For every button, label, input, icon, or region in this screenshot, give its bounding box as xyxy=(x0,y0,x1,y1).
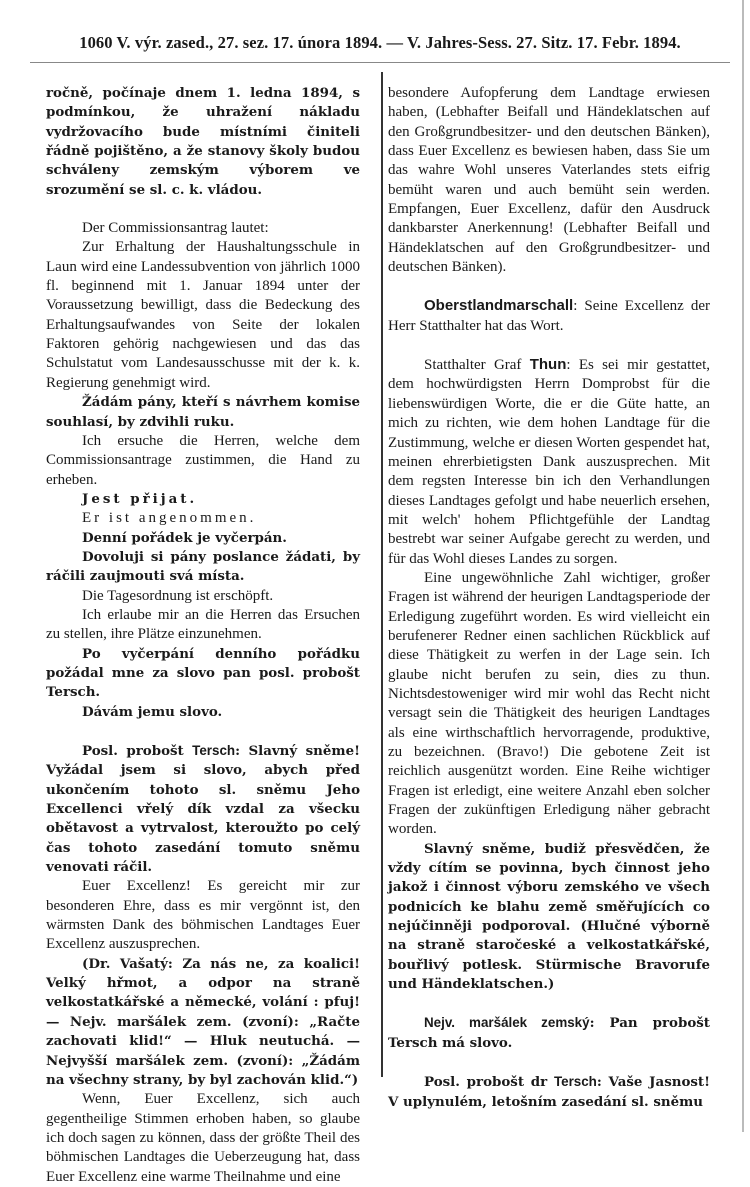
paragraph: Po vyčerpání denního pořádku požádal mne za slovo pan posl. probošt Tersch. xyxy=(46,645,360,701)
paragraph: Ich erlaube mir an die Herren das Ersuchen zu stellen, ihre Plätze einzunehmen. xyxy=(46,606,360,643)
paragraph: Ich ersuche die Herren, welche dem Commissionsantrage zustimmen, die Hand zu erheben. xyxy=(46,432,360,488)
speaker-prefix: Posl. probošt xyxy=(82,743,193,759)
speaker-prefix: Statthalter Graf xyxy=(424,357,530,374)
speaker-name: Thun xyxy=(529,356,567,374)
paragraph: Euer Excellenz! Es gereicht mir zur besonderen Ehre, dass es mir vergönnt ist, den wärmsten Dank des böhmischen Landtages Euer Excellenz auszusprechen. xyxy=(46,878,360,953)
speech-paragraph xyxy=(388,355,710,569)
speech-paragraph xyxy=(46,741,360,877)
paragraph: Er ist angenommen. xyxy=(82,510,257,527)
speaker-name: Tersch xyxy=(192,743,236,758)
paragraph: Wenn, Euer Excellenz, sich auch gegentheilige Stimmen erhoben haben, so glaube ich doch sagen zu können, dass der größte Theil des böhmischen Landtages die Ueberzeugung hat, dass Euer Excellenz eine warme Theilnahme und eine xyxy=(46,1091,360,1185)
paragraph: besondere Aufopferung dem Landtage erwiesen haben, (Lebhafter Beifall und Händeklatschen auf den Großgrundbesitzer- und den deutschen Bänken), dass Euer Excellenz es bewiesen haben, dass Sie um das wahre Wohl unseres Vaterlandes stets eifrig bemüht waren und auch bemüht sein werden. Empfangen, Euer Excellenz, dafür den Ausdruck dankbarster Anerkennung! (Lebhafter Beifall und Händeklatschen auf den Großgrundbesitzer- und deutschen Bänken). xyxy=(388,85,710,276)
speech-text: : Es sei mir gestattet, dem hochwürdigsten Herrn Domprobst für die liebenswürdigen Worte, die er die Güte hatte, an mich zu richten, wie dem hohen Landtage für die Zustimmung, welche er diesen Worten gespendet hat, meinen ehrerbietigsten Dank auszusprechen. Mit dem regsten Interesse bin ich den Verhandlungen dieses Landtages gefolgt und habe neuerlich ersehen, mit welch' hohem Pflichtgefühle der Landtag bestrebt war seiner Aufgabe gerecht zu werden, und für das Wohl dieses Landes zu sorgen. xyxy=(388,357,710,567)
paragraph: Dovoluji si pány poslance žádati, by ráčili zaujmouti svá místa. xyxy=(46,548,360,585)
speech-paragraph xyxy=(388,296,710,336)
left-column xyxy=(46,84,360,1187)
speech-paragraph xyxy=(388,1013,710,1053)
page-header: 1060 V. výr. zased., 27. sez. 17. února 1894. — V. Jahres-Sess. 27. Sitz. 17. Febr. 1894. xyxy=(79,33,681,52)
header-rule xyxy=(30,62,730,63)
paragraph: Eine ungewöhnliche Zahl wichtiger, großer Fragen ist während der heurigen Landtagsperiode der Erledigung zugeführt worden. Es wird vielleicht ein berufenerer Redner einen sachlichen Rückblick auf diese Thätigkeit zu werfen in der Lage sein. Ich glaube nicht berufen zu sein, dies zu thun. Nichtsdestoweniger wird mir wohl das Recht nicht versagt sein die Thätigkeit des heurigen Landtages als eine wirthschaftlich hervorragende, produktive, zu bezeichnen. (Bravo!) Die gebotene Zeit ist reichlich ausgenützt worden. Eine Reihe wichtiger Fragen ist erledigt, eine weitere Anzahl eben solcher Fragen der zukünftigen Erledigung näher gebracht worden. xyxy=(388,569,710,838)
speaker-name: Nejv. maršálek zemský xyxy=(424,1015,590,1031)
paragraph: (Dr. Vašatý: Za nás ne, za koalici! Velký hřmot, a odpor na straně velkostatkářské a německé, volání : pfuj! — Nejv. maršálek zem. (zvoní): „Račte zachovati klid!“ — Hluk neutuchá. — Nejvyšší maršálek zem. (zvoní): „Žádám na všechny strany, by byl zachován klid.“) xyxy=(46,955,360,1088)
paragraph: Die Tagesordnung ist erschöpft. xyxy=(82,587,274,604)
speaker-prefix: Posl. probošt dr xyxy=(424,1074,554,1091)
speaker-name: Oberstlandmarschall xyxy=(424,297,574,315)
speech-text: : Vaše Jasnost! V uplynulém, letošním zasedání sl. sněmu xyxy=(388,1074,710,1110)
speech-text: : Seine Excellenz der Herr Statthalter hat das Wort. xyxy=(388,298,710,334)
paragraph: Slavný sněme, budiž přesvědčen, že vždy cítím se povinna, bych činnost jeho jakož i činnost výboru zemského ve všech podnicích ke blahu země směřujících co nejúčinněji podporoval. (Hlučné výborně na straně staročeské a velkostatkářské, bouřlivý potlesk. Stürmische Bravorufe und Händeklatschen.) xyxy=(388,840,710,993)
right-column xyxy=(388,84,710,1112)
paragraph: Denní pořádek je vyčerpán. xyxy=(82,529,287,546)
paragraph: Žádám pány, kteří s návrhem komise souhlasí, by zdvihli ruku. xyxy=(46,394,360,430)
speech-text: : Slavný sněme! Vyžádal jsem si slovo, abych před ukončením tohoto sl. sněmu Jeho Excellenci vřelý dík vzdal za všecku obětavost a vytrvalost, kteroužto po celý čas tohoto zasedání tomuto sněmu venovati ráčil. xyxy=(46,743,360,876)
paragraph: ročně, počínaje dnem 1. ledna 1894, s podmínkou, že uhražení nákladu vydržovacího bude místními činiteli řádně pojištěno, a že stanovy školy budou schváleny zemským výborem ve srozumění se sl. c. k. vládou. xyxy=(46,85,360,198)
page-edge xyxy=(742,0,744,1132)
paragraph: Zur Erhaltung der Haushaltungsschule in Laun wird eine Landessubvention von jährlich 1000 fl. beginnend mit 1. Januar 1894 unter der Voraussetzung bewilligt, dass die Bedeckung des Erhaltungsaufwandes von Seite der lokalen Faktoren gehörig nachgewiesen und das das Schulstatut vom Landesausschusse mit der k. k. Regierung genehmigt wird. xyxy=(46,239,360,391)
speech-text: : Pan probošt Tersch má slovo. xyxy=(388,1015,710,1051)
column-divider xyxy=(381,72,383,1077)
paragraph: Der Commissionsantrag lautet: xyxy=(82,220,269,237)
paragraph: Dávám jemu slovo. xyxy=(82,703,223,720)
speaker-name: Tersch xyxy=(553,1074,597,1090)
paragraph: Jest přijat. xyxy=(82,490,198,507)
speech-paragraph xyxy=(388,1072,710,1112)
